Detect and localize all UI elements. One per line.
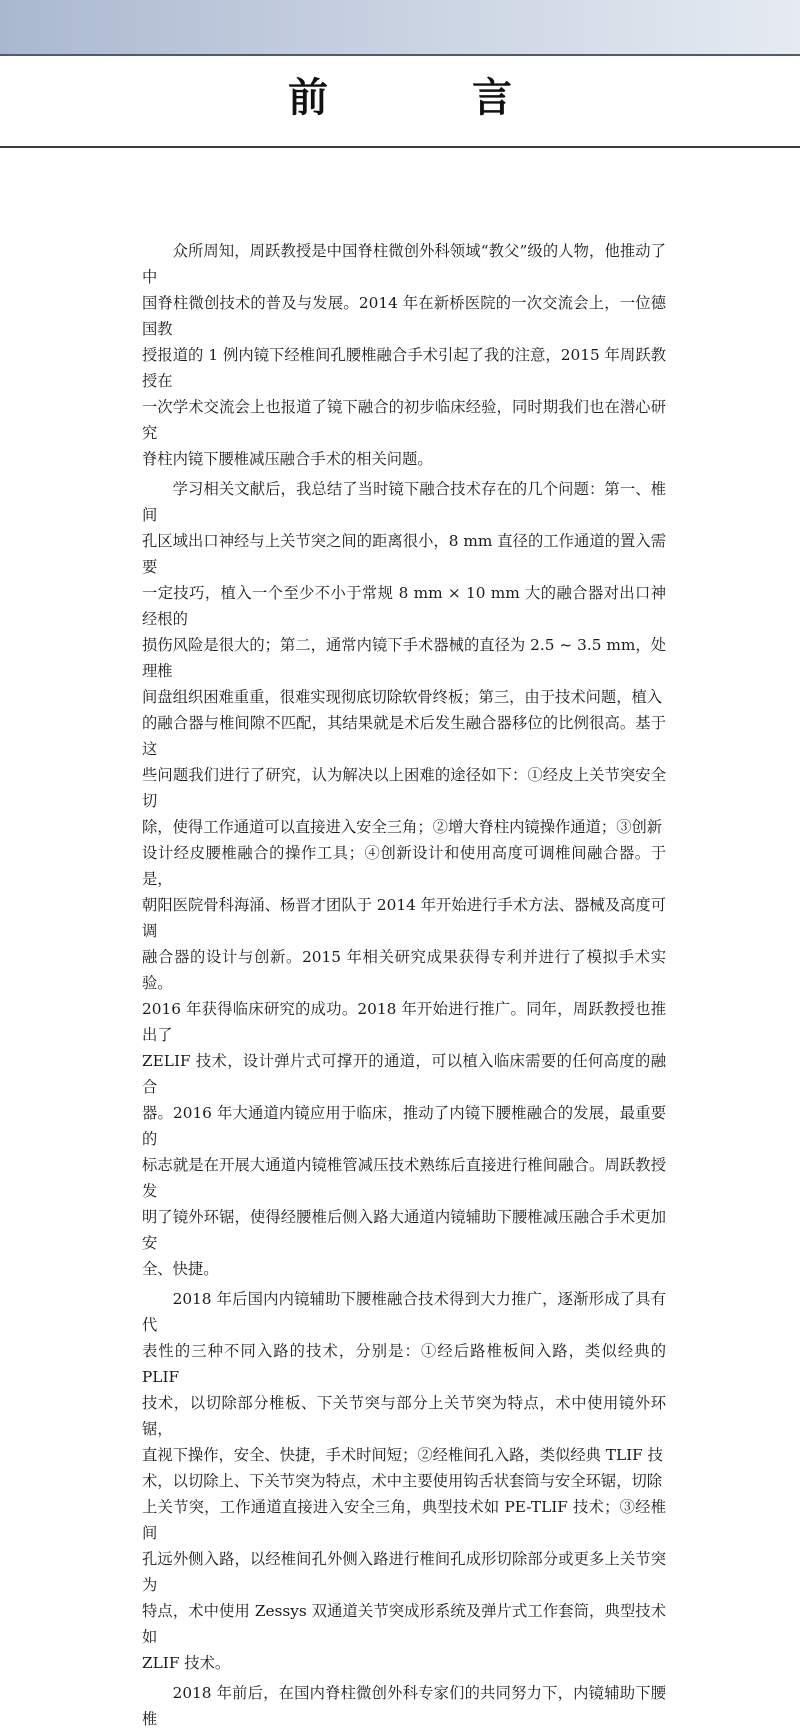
- top-decorative-band: [0, 0, 800, 56]
- body-text: [142, 238, 666, 1736]
- paragraph-2: 学习相关文献后，我总结了当时镜下融合技术存在的几个问题：第一、椎间 孔区域出口神经与上关节突之间的距离很小，8 mm 直径的工作通道的置入需要 一定技巧，植入一个至少不小于常规 8 mm × 10 mm 大的融合器对出口神经根的 损伤风险是很大的；第二，通常内镜下手术器械的直径为 2.5 ~ 3.5 mm，处理椎 间盘组织困难重重，很难实现彻底切除软骨终板；第三，由于技术问题，植入 的融合器与椎间隙不匹配，其结果就是术后发生融合器移位的比例很高。基于这 些问题我们进行了研究，认为解决以上困难的途径如下：①经皮上关节突安全切 除，使得工作通道可以直接进入安全三角；②增大脊柱内镜操作通道；③创新 设计经皮腰椎融合的操作工具；④创新设计和使用高度可调椎间融合器。于是， 朝阳医院骨科海涌、杨晋才团队于 2014 年开始进行手术方法、器械及高度可调 融合器的设计与创新。2015 年相关研究成果获得专利并进行了模拟手术实验。 2016 年获得临床研究的成功。2018 年开始进行推广。同年，周跃教授也推出了 ZELIF 技术，设计弹片式可撑开的通道，可以植入临床需要的任何高度的融合 器。2016 年大通道内镜应用于临床，推动了内镜下腰椎融合的发展，最重要的 标志就是在开展大通道内镜椎管减压技术熟练后直接进行椎间融合。周跃教授发 明了镜外环锯，使得经腰椎后侧入路大通道内镜辅助下腰椎减压融合手术更加安 全、快捷。: [142, 480, 666, 1278]
- paragraph-4: 2018 年前后，在国内脊柱微创外科专家们的共同努力下，内镜辅助下腰椎: [142, 1684, 666, 1728]
- paragraph-3: 2018 年后国内内镜辅助下腰椎融合技术得到大力推广，逐渐形成了具有代 表性的三种不同入路的技术，分别是：①经后路椎板间入路，类似经典的 PLIF 技术，以切除部分椎板、下关节突与部分上关节突为特点，术中使用镜外环锯， 直视下操作，安全、快捷，手术时间短；②经椎间孔入路，类似经典 TLIF 技 术，以切除上、下关节突为特点，术中主要使用钩舌状套筒与安全环锯，切除 上关节突，工作通道直接进入安全三角，典型技术如 PE-TLIF 技术；③经椎间 孔远外侧入路，以经椎间孔外侧入路进行椎间孔成形切除部分或更多上关节突为 特点，术中使用 Zessys 双通道关节突成形系统及弹片式工作套筒，典型技术如 ZLIF 技术。: [142, 1290, 666, 1672]
- paragraph-1: 众所周知，周跃教授是中国脊柱微创外科领域“教父”级的人物，他推动了中 国脊柱微创技术的普及与发展。2014 年在新桥医院的一次交流会上，一位德国教 授报道的 1 例内镜下经椎间孔腰椎融合手术引起了我的注意，2015 年周跃教授在 一次学术交流会上也报道了镜下融合的初步临床经验，同时期我们也在潜心研究 脊柱内镜下腰椎减压融合手术的相关问题。: [142, 242, 666, 468]
- page-title: 前 言: [288, 74, 564, 121]
